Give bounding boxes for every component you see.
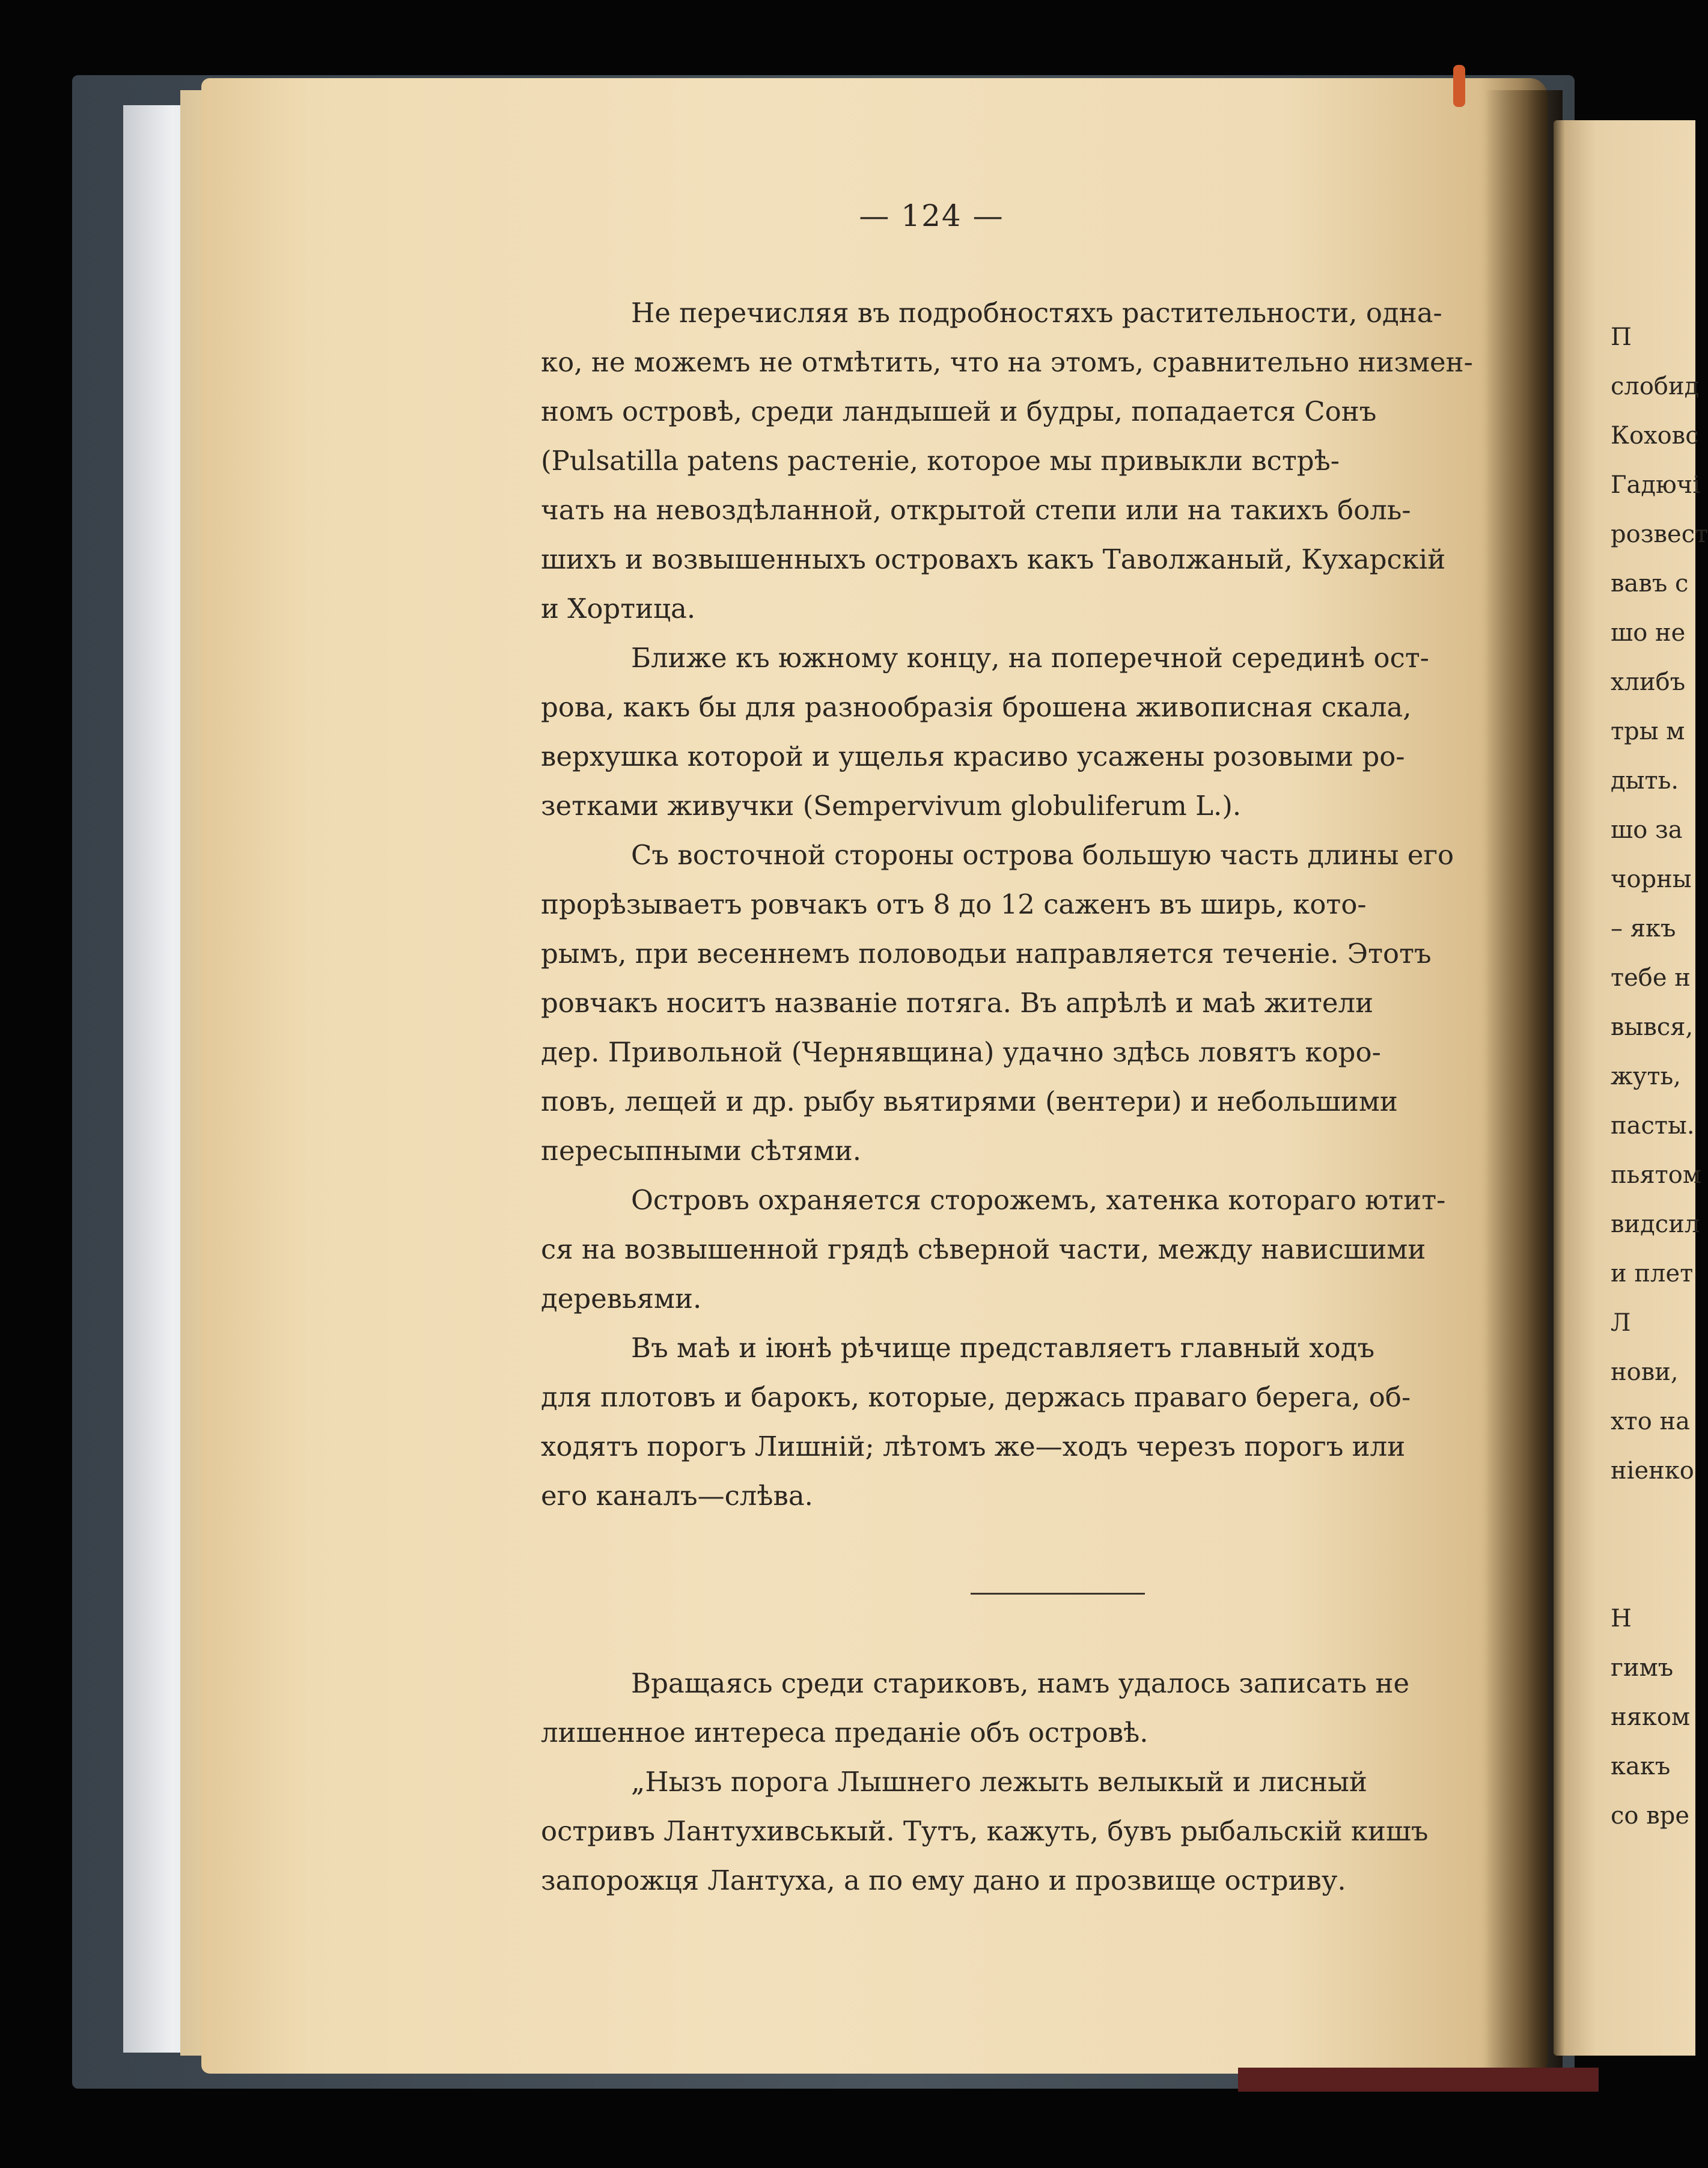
text-line: ко, не можемъ не отмѣтить, что на этомъ, сравнительно низмен- [541, 346, 1473, 378]
text-fragment: вывся, [1611, 1013, 1694, 1041]
text-line: зетками живучки (Sempervivum globuliferum L.). [541, 790, 1242, 822]
text-fragment: нови, [1611, 1358, 1679, 1386]
page-number: — 124 — [859, 198, 1004, 233]
text-line: Не перечисляя въ подробностяхъ растительности, одна- [631, 297, 1442, 329]
text-fragment: хлибъ [1611, 668, 1686, 696]
text-line: дер. Привольной (Чернявщина) удачно здѣсь ловятъ коро- [541, 1036, 1381, 1068]
text-line: повъ, лещей и др. рыбу вьятирями (вентери) и небольшими [541, 1086, 1398, 1117]
text-fragment: Гадючі [1611, 471, 1701, 499]
text-fragment: гимъ [1611, 1654, 1674, 1682]
text-line: лишенное интереса преданіе объ островѣ. [541, 1717, 1148, 1748]
text-line: и Хортица. [541, 593, 696, 624]
text-fragment: вавъ с [1611, 570, 1689, 597]
text-fragment: тры м [1611, 718, 1685, 745]
text-fragment: пасты. [1611, 1112, 1695, 1140]
page-text [541, 198, 1539, 2002]
text-fragment: Н [1611, 1605, 1632, 1632]
text-line: (Pulsatilla patens растеніе, которое мы привыкли встрѣ- [541, 445, 1340, 477]
text-line: рова, какъ бы для разнообразія брошена живописная скала, [541, 691, 1412, 723]
text-line: ровчакъ носитъ названіе потяга. Въ апрѣлѣ и маѣ жители [541, 987, 1374, 1019]
text-line: пересыпными сѣтями. [541, 1135, 862, 1167]
text-line: Въ маѣ и іюнѣ рѣчище представляетъ главный ходъ [631, 1332, 1375, 1364]
text-fragment: какъ [1611, 1753, 1671, 1780]
paragraph-4 [541, 1176, 1539, 1324]
text-fragment: и плет [1611, 1260, 1694, 1287]
text-line: Вращаясь среди стариковъ, намъ удалось записать не [631, 1667, 1410, 1699]
text-line: его каналъ—слѣва. [541, 1480, 813, 1512]
text-line: деревьями. [541, 1283, 702, 1315]
text-fragment: няком [1611, 1703, 1691, 1731]
text-fragment: шо не [1611, 619, 1686, 647]
text-line: Ближе къ южному концу, на поперечной серединѣ ост- [631, 642, 1429, 674]
text-fragment: – якъ [1611, 915, 1676, 942]
text-fragment: пьятом [1611, 1161, 1701, 1189]
paragraph-2 [541, 634, 1539, 831]
text-fragment: со вре [1611, 1802, 1689, 1830]
text-fragment: шо за [1611, 816, 1683, 844]
text-fragment: дыть. [1611, 767, 1679, 795]
text-line: „Нызъ порога Лышнего лежыть велыкый и лисный [631, 1766, 1367, 1798]
paragraph-5 [541, 1324, 1539, 1521]
text-fragment: Коховс [1611, 422, 1699, 450]
text-line: остривъ Лантухивськый. Тутъ, кажуть, бувъ рыбальскій кишъ [541, 1815, 1429, 1847]
text-fragment: розвест [1611, 521, 1708, 548]
text-fragment: видсил [1611, 1211, 1700, 1238]
text-line: рымъ, при весеннемъ половодьи направляется теченіе. Этотъ [541, 938, 1432, 969]
text-fragment: чорны [1611, 866, 1692, 893]
text-line: Островъ охраняется сторожемъ, хатенка котораго ютит- [631, 1184, 1446, 1216]
paragraph-1 [541, 289, 1539, 634]
text-line: номъ островѣ, среди ландышей и будры, попадается Сонъ [541, 395, 1377, 427]
text-fragment: Л [1611, 1309, 1631, 1337]
facing-page-text [1611, 313, 1708, 1840]
text-line: для плотовъ и барокъ, которые, держась праваго берега, об- [541, 1381, 1411, 1413]
text-line: чать на невоздѣланной, открытой степи или на такихъ боль- [541, 494, 1411, 526]
text-fragment: ніенко [1611, 1457, 1694, 1485]
text-line: шихъ и возвышенныхъ островахъ какъ Таволжаный, Кухарскій [541, 543, 1446, 575]
paragraph-6 [541, 1659, 1539, 1757]
text-line: запорожця Лантуха, а по ему дано и прозвище остриву. [541, 1864, 1346, 1896]
text-fragment: жуть, [1611, 1063, 1681, 1090]
page-clip [1453, 65, 1465, 107]
paragraph-7 [541, 1757, 1539, 1905]
text-fragment: слобид [1611, 373, 1700, 400]
text-line: верхушка которой и ущелья красиво усажены розовыми ро- [541, 740, 1405, 772]
text-line: ся на возвышенной грядѣ сѣверной части, между нависшими [541, 1233, 1426, 1265]
section-divider [971, 1593, 1145, 1595]
text-line: Съ восточной стороны острова большую часть длины его [631, 839, 1454, 871]
paragraph-3 [541, 831, 1539, 1176]
text-fragment: П [1611, 323, 1632, 351]
text-line: прорѣзываетъ ровчакъ отъ 8 до 12 саженъ въ ширь, кото- [541, 888, 1367, 920]
text-fragment: тебе н [1611, 964, 1691, 992]
text-fragment: хто на [1611, 1408, 1690, 1435]
book-edge-red [1238, 2068, 1599, 2092]
text-line: ходятъ порогъ Лишній; лѣтомъ же—ходъ черезъ порогъ или [541, 1431, 1406, 1462]
